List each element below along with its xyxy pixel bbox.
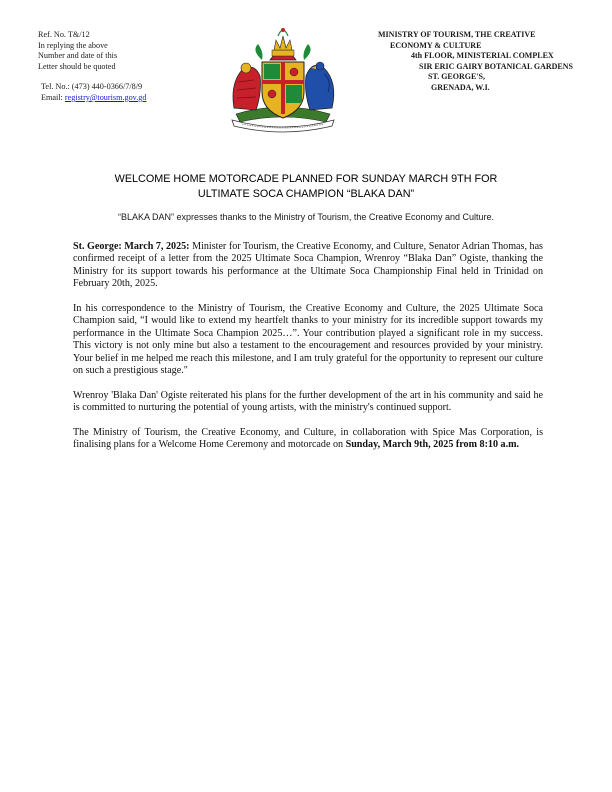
email-link[interactable]: registry@tourism.gov.gd xyxy=(64,92,147,102)
reply-instruction-line: Letter should be quoted xyxy=(38,61,116,71)
ministry-address-block xyxy=(330,30,590,94)
ministry-name-line: ECONOMY & CULTURE xyxy=(390,40,482,50)
reference-number: Ref. No. T&/12 xyxy=(38,30,90,39)
address-line: GRENADA, W.I. xyxy=(431,82,490,92)
paragraph-text: The Ministry of Tourism, the Creative Economy, and Culture, in collaboration with Spice Mas Corporation, is finalising plans for a Welcome Home Ceremony and motorcade on xyxy=(73,427,543,451)
dateline: St. George: March 7, 2025: xyxy=(73,241,190,252)
email-label: Email: xyxy=(41,92,63,102)
title-line: ULTIMATE SOCA CHAMPION “BLAKA DAN” xyxy=(197,188,415,200)
paragraph-text: Minister for Tourism, the Creative Economy, and Culture, Senator Adrian Thomas, has confirmed receipt of a letter from the 2025 Ultimate Soca Champion, Wrenroy “Blaka Dan” Ogiste, thanking the Ministry for its support towards his performance at the Ultimate Soca Championship Final held in Trinidad on February 20th, 2025. xyxy=(73,241,543,290)
telephone-number: Tel. No.: (473) 440-0366/7/8/9 xyxy=(41,82,143,92)
body-paragraph xyxy=(73,241,543,291)
body-paragraph: Wrenroy 'Blaka Dan' Ogiste reiterated his plans for the further development of the art in his community and said he is committed to nurturing the potential of young artists, with the ministry's continued support. xyxy=(73,389,543,414)
address-line: 4th FLOOR, MINISTERIAL COMPLEX xyxy=(411,51,554,61)
body-paragraph: In his correspondence to the Ministry of Tourism, the Creative Economy and Culture, the 2025 Ultimate Soca Champion said, “I would like to extend my heartfelt thanks to your ministry for its incredible support towards my performance in the Ultimate Soca Champion 2025…”. Your contribution played a significant role in my success. This victory is not only mine but also a testament to the encouragement and resources provided by your ministry. Your belief in me helped me reach this milestone, and I am truly grateful for the opportunity to represent our culture on such a prestigious stage." xyxy=(73,303,543,377)
title-line: WELCOME HOME MOTORCADE PLANNED FOR SUNDAY MARCH 9TH FOR xyxy=(114,173,498,185)
reply-instruction-line: Number and date of this xyxy=(38,51,118,61)
body-paragraph xyxy=(73,427,543,452)
press-release-body xyxy=(73,241,543,464)
email-line xyxy=(41,93,218,104)
address-line: ST. GEORGE'S, xyxy=(428,72,485,82)
event-date-time: Sunday, March 9th, 2025 from 8:10 a.m. xyxy=(345,439,520,451)
reply-instruction-line: In replying the above xyxy=(38,40,108,50)
press-release-title xyxy=(60,172,552,202)
ministry-name-line: MINISTRY OF TOURISM, THE CREATIVE xyxy=(378,30,536,39)
address-line: SIR ERIC GAIRY BOTANICAL GARDENS xyxy=(419,61,573,71)
reference-block xyxy=(38,30,218,104)
press-release-subtitle: “BLAKA DAN” expresses thanks to the Ministry of Tourism, the Creative Economy and Culture. xyxy=(118,212,494,222)
grenada-coat-of-arms xyxy=(224,22,342,134)
